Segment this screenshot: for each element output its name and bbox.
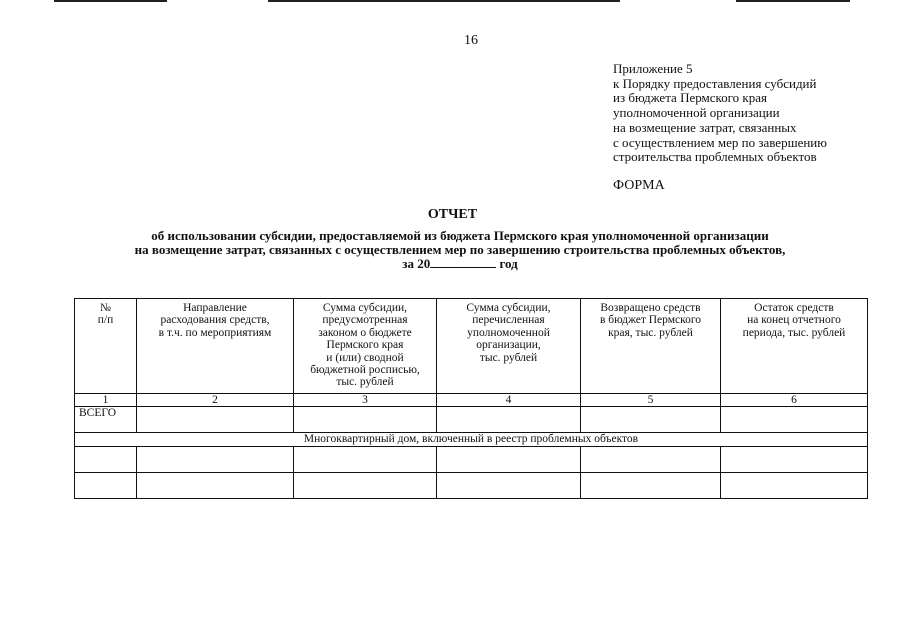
year-blank-field[interactable] (430, 257, 496, 268)
table-cell[interactable] (721, 472, 868, 498)
appendix-line: из бюджета Пермского края (613, 90, 768, 106)
form-label: ФОРМА (613, 178, 665, 193)
table-cell[interactable] (137, 472, 294, 498)
column-number: 4 (437, 394, 581, 407)
subtitle-line-2: на возмещение затрат, связанных с осуществлением мер по завершению строительства проблемных объектов, (134, 242, 786, 257)
column-number: 2 (137, 394, 294, 407)
table-cell[interactable] (75, 472, 137, 498)
column-number-row (75, 394, 868, 407)
total-label: ВСЕГО (75, 407, 137, 433)
header-cell: Остаток средств на конец отчетного периода, тыс. рублей (721, 299, 868, 394)
top-edge-line-right (736, 0, 850, 2)
total-row (75, 407, 868, 433)
appendix-line: на возмещение затрат, связанных (613, 119, 797, 135)
report-title: ОТЧЕТ (427, 207, 478, 222)
header-cell: Сумма субсидии, перечисленная уполномоченной организации, тыс. рублей (437, 299, 581, 394)
appendix-line: к Порядку предоставления субсидий (613, 75, 817, 91)
table-row (75, 446, 868, 472)
subtitle-year-line (60, 257, 860, 271)
table-cell[interactable] (437, 407, 581, 433)
table-cell[interactable] (581, 472, 721, 498)
table-cell[interactable] (581, 407, 721, 433)
header-cell: Сумма субсидии, предусмотренная законом о бюджете Пермского края и (или) сводной бюджетной росписью, тыс. рублей (294, 299, 437, 394)
table-header-row (75, 299, 868, 394)
column-number: 5 (581, 394, 721, 407)
table-cell[interactable] (437, 472, 581, 498)
page-number: 16 (464, 33, 478, 48)
table-cell[interactable] (721, 446, 868, 472)
appendix-line: с осуществлением мер по завершению (613, 134, 827, 150)
header-cell: № п/п (75, 299, 137, 394)
table-cell[interactable] (294, 446, 437, 472)
table-cell[interactable] (137, 446, 294, 472)
column-number: 6 (721, 394, 868, 407)
top-edge-line-mid (268, 0, 620, 2)
section-row (75, 433, 868, 446)
table-cell[interactable] (75, 446, 137, 472)
report-table (74, 298, 868, 499)
appendix-block (613, 62, 827, 165)
table-cell[interactable] (721, 407, 868, 433)
report-subtitle (60, 229, 860, 271)
header-cell: Возвращено средств в бюджет Пермского края, тыс. рублей (581, 299, 721, 394)
column-number: 1 (75, 394, 137, 407)
year-suffix: год (499, 256, 518, 271)
table-cell[interactable] (294, 407, 437, 433)
year-prefix: за 20 (402, 256, 431, 271)
appendix-line: строительства проблемных объектов (613, 149, 817, 165)
table-cell[interactable] (437, 446, 581, 472)
appendix-line: Приложение 5 (613, 61, 693, 76)
section-label: Многоквартирный дом, включенный в реестр проблемных объектов (75, 433, 868, 446)
header-cell: Направление расходования средств, в т.ч. по мероприятиям (137, 299, 294, 394)
table-cell[interactable] (294, 472, 437, 498)
table-cell[interactable] (137, 407, 294, 433)
appendix-line: уполномоченной организации (613, 105, 780, 121)
table-row (75, 472, 868, 498)
column-number: 3 (294, 394, 437, 407)
table-cell[interactable] (581, 446, 721, 472)
subtitle-line-1: об использовании субсидии, предоставляемой из бюджета Пермского края уполномоченной организации (151, 228, 769, 243)
top-edge-line-left (54, 0, 167, 2)
